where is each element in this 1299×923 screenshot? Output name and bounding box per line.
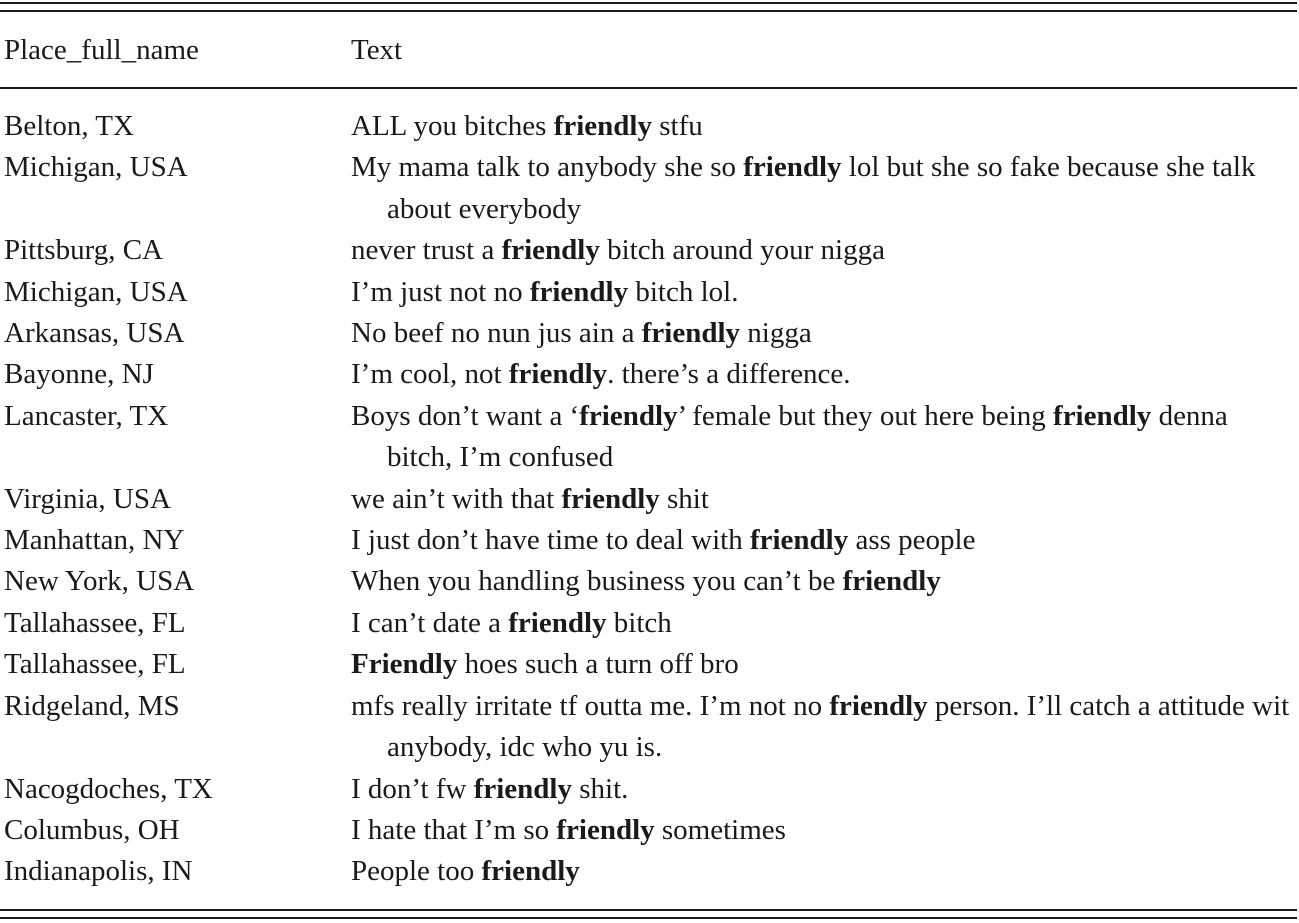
text-cell [351,272,1299,313]
bottom-rule-upper [0,909,1297,911]
table-body [0,106,1297,893]
keyword-highlight: friendly [749,524,849,557]
keyword-highlight: friendly [842,565,941,598]
keyword-highlight: friendly [501,234,600,267]
text-segment: When you handling business you can’t be [351,565,843,598]
place-cell: Ridgeland, MS [4,689,180,722]
top-rule-inner [0,10,1297,12]
text-segment: person. I’ll catch a attitude wit anybody, idc who yu is. [387,689,1290,764]
place-cell: Pittsburg, CA [4,234,164,267]
text-segment: I’m just not no [351,275,530,308]
text-cell [351,603,1299,644]
table-row [0,272,1297,313]
text-segment: bitch [606,606,672,639]
text-segment: hoes such a turn off bro [457,648,739,681]
table-row [0,396,1297,479]
text-cell [351,686,1299,769]
table-row [0,851,1297,892]
keyword-highlight: friendly [579,399,678,432]
place-cell: Indianapolis, IN [4,855,193,888]
text-cell [351,354,1299,395]
text-cell [351,230,1299,271]
text-cell [351,479,1299,520]
place-cell: Lancaster, TX [4,399,169,432]
text-cell [351,520,1299,561]
header-rule [0,87,1297,89]
place-cell: Columbus, OH [4,813,180,846]
text-cell [351,147,1299,230]
text-segment: ALL you bitches [351,110,554,142]
table-row [0,313,1297,354]
place-cell: Manhattan, NY [4,524,185,557]
keyword-highlight: friendly [743,151,842,184]
text-segment: shit [659,482,709,515]
place-cell: Virginia, USA [4,482,171,515]
text-segment: sometimes [654,813,786,846]
text-segment: Boys don’t want a ‘ [351,399,580,432]
keyword-highlight: friendly [529,275,629,308]
text-segment: bitch lol. [628,275,739,308]
table-row [0,644,1297,685]
text-segment: I can’t date a [351,606,509,639]
top-rule-outer [0,2,1297,4]
table-row [0,769,1297,810]
text-cell [351,106,1299,147]
keyword-highlight: friendly [641,317,741,350]
bottom-rule-lower [0,917,1297,919]
text-segment: denna bitch, I’m confused [387,399,1228,474]
text-cell [351,561,1299,602]
header-text: Text [351,34,403,66]
keyword-highlight: friendly [473,772,572,805]
text-segment: I hate that I’m so [351,813,557,846]
place-cell: Bayonne, NJ [4,358,154,391]
table-row [0,603,1297,644]
table-row [0,230,1297,271]
keyword-highlight: friendly [561,482,660,515]
table-row [0,147,1297,230]
text-cell [351,769,1299,810]
place-cell: Belton, TX [4,110,134,142]
text-cell [351,644,1299,685]
text-segment: mfs really irritate tf outta me. I’m not no [351,689,830,722]
table-row [0,810,1297,851]
keyword-highlight: friendly [556,813,655,846]
keyword-highlight: friendly [481,855,580,888]
text-segment: ass people [848,524,976,557]
place-cell: Michigan, USA [4,151,188,184]
table-row [0,520,1297,561]
place-cell: Nacogdoches, TX [4,772,213,805]
text-segment: My mama talk to anybody she so [351,151,744,184]
text-segment: No beef no nun jus ain a [351,317,642,350]
header-place: Place_full_name [4,34,199,66]
text-segment: stfu [651,110,703,142]
text-segment: bitch around your nigga [599,234,885,267]
text-cell [351,851,1299,892]
place-cell: Tallahassee, FL [4,606,186,639]
keyword-highlight: friendly [1053,399,1152,432]
keyword-highlight: friendly [508,606,607,639]
text-segment: shit. [571,772,629,805]
place-cell: Arkansas, USA [4,317,185,350]
text-segment: People too [351,855,482,888]
text-segment: nigga [740,317,812,350]
text-segment: I just don’t have time to deal with [351,524,750,557]
text-segment: lol but she so fake because she talk about everybody [387,151,1256,225]
table-row [0,106,1297,147]
text-segment: I don’t fw [351,772,474,805]
table-row [0,354,1297,395]
text-segment: ’ female but they out here being [677,399,1054,432]
keyword-highlight: friendly [508,358,608,391]
keyword-highlight: friendly [553,110,652,142]
text-cell [351,810,1299,851]
place-cell: New York, USA [4,565,195,598]
text-segment: . there’s a difference. [607,358,851,391]
text-segment: never trust a [351,234,502,267]
keyword-highlight: friendly [829,689,928,722]
place-cell: Michigan, USA [4,275,188,308]
text-cell [351,313,1299,354]
text-segment: I’m cool, not [351,358,509,391]
place-cell: Tallahassee, FL [4,648,186,681]
keyword-highlight: Friendly [351,648,458,681]
text-cell [351,396,1299,479]
table-row [0,561,1297,602]
table-row [0,686,1297,769]
text-segment: we ain’t with that [351,482,562,515]
table-row [0,479,1297,520]
